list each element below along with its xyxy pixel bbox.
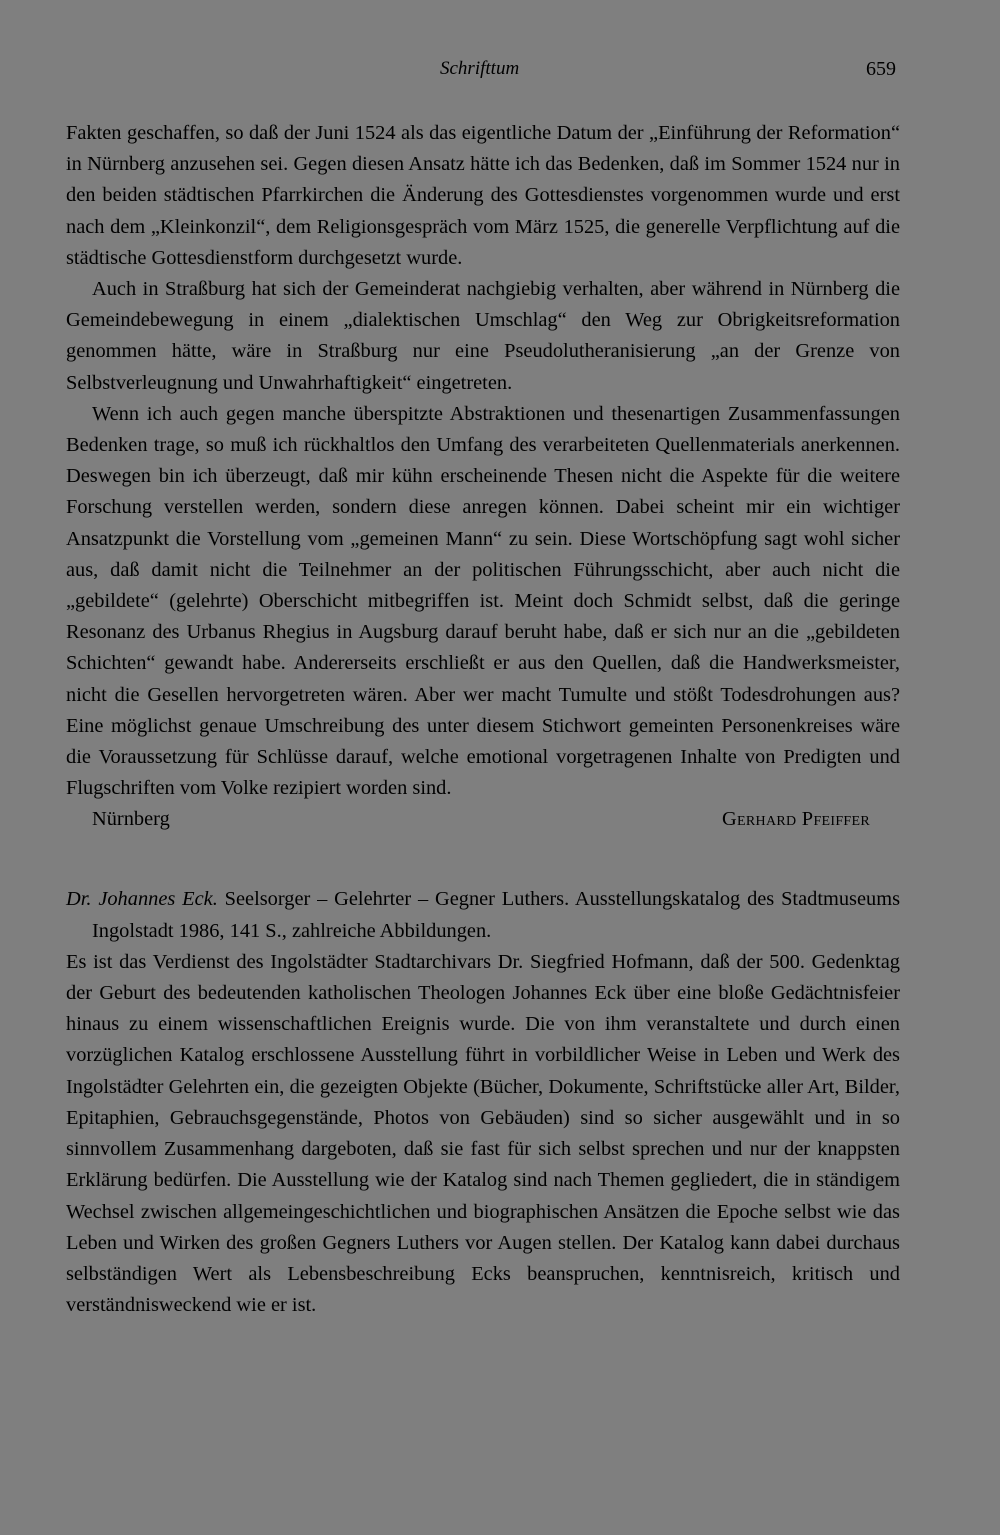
review-body: Es ist das Verdienst des Ingolstädter Stadtarchivars Dr. Siegfried Hofmann, daß der 500. Gedenktag der Geburt des bedeutenden katholischen Theologen Johannes Eck über eine bloße Gedächtnisfeier hinaus zu einem wissenschaftlichen Ereignis wurde. Die von ihm veranstaltete und durch einen vorzüglichen Katalog erschlossene Ausstellung führt in vorbildlicher Weise in Leben und Werk des Ingolstädter Gelehrten ein, die gezeigten Objekte (Bücher, Dokumente, Schriftstücke aller Art, Bilder, Epitaphien, Gebrauchsgegenstände, Photos von Gebäuden) sind so sicher ausgewählt und in so sinnvollem Zusammenhang dargeboten, daß sie fast für sich selbst sprechen und nur der knappsten Erklärung bedürfen. Die Ausstellung wie der Katalog sind nach Themen gegliedert, die in ständigem Wechsel zwischen allgemeingeschichtlichen und biographischen Ansätzen die Epoche selbst wie das Leben und Wirken des großen Gegners Luthers vor Augen stellen. Der Katalog kann dabei durchaus selbständigen Wert als Lebensbeschreibung Ecks beanspruchen, kenntnisreich, kritisch und verständnisweckend wie er ist. bbox=[66, 950, 900, 1317]
page-body bbox=[66, 118, 900, 1321]
signature-place: Nürnberg bbox=[92, 808, 170, 831]
review-heading-title: Seelsorger – Gelehrter – Gegner Luthers. Ausstellungskatalog des Stadtmuseums Ingolstadt 1986, 141 S., zahlreiche Abbildungen. bbox=[92, 888, 901, 942]
paragraph-2: Auch in Straßburg hat sich der Gemeinderat nachgiebig verhalten, aber während in Nürnberg die Gemeindebewegung in einem „dialektischen Umschlag“ den Weg zur Obrigkeitsreformation genommen hätte, wäre in Straßburg nur eine Pseudolutheranisierung „an der Grenze von Selbstverleugnung und Unwahrhaftigkeit“ eingetreten. bbox=[66, 278, 900, 394]
review-eck bbox=[66, 884, 900, 1321]
review-continuation bbox=[66, 118, 900, 838]
review-heading bbox=[66, 884, 900, 946]
signature-author: Gerhard Pfeiffer bbox=[722, 808, 870, 831]
review-heading-author: Dr. Johannes Eck. bbox=[66, 888, 218, 911]
page-number: 659 bbox=[866, 58, 896, 80]
paragraph-3: Wenn ich auch gegen manche überspitzte Abstraktionen und thesenartigen Zusammenfassungen Bedenken trage, so muß ich rückhaltlos den Umfang des verarbeiteten Quellenmaterials anerkennen. Deswegen bin ich überzeugt, daß mir kühn erscheinende Thesen nicht die Aspekte für die weitere Forschung verstellen werden, sondern diese anregen können. Dabei scheint mir ein wichtiger Ansatzpunkt die Vorstellung vom „gemeinen Mann“ zu sein. Diese Wortschöpfung sagt wohl sicher aus, daß damit nicht die Teilnehmer an der politischen Führungsschicht, aber auch nicht die „gebildete“ (gelehrte) Oberschicht mitbegriffen ist. Meint doch Schmidt selbst, daß die geringe Resonanz des Urbanus Rhegius in Augsburg darauf beruht habe, daß er sich nur an die „gebildeten Schichten“ gewandt habe. Andererseits erschließt er aus den Quellen, daß die Handwerksmeister, nicht die Gesellen hervorgetreten wären. Aber wer macht Tumulte und stößt Todesdrohungen aus? Eine möglichst genaue Umschreibung des unter diesem Stichwort gemeinten Personenkreises wäre die Voraussetzung für Schlüsse darauf, welche emotional vorgetragenen Inhalte von Predigten und Flugschriften vom Volke rezipiert worden sind. bbox=[66, 402, 900, 800]
page-header bbox=[0, 58, 1000, 88]
running-title: Schrifttum bbox=[440, 58, 520, 79]
paragraph-1: Fakten geschaffen, so daß der Juni 1524 als das eigentliche Datum der „Einführung der Reformation“ in Nürnberg anzusehen sei. Gegen diesen Ansatz hätte ich das Bedenken, daß im Sommer 1524 nur in den beiden städtischen Pfarrkirchen die Änderung des Gottesdienstes vorgenommen wurde und erst nach dem „Kleinkonzil“, dem Religionsgespräch vom März 1525, die generelle Verpflichtung auf die städtische Gottesdienstform durchgesetzt wurde. bbox=[66, 122, 900, 269]
review-signature bbox=[66, 804, 900, 838]
